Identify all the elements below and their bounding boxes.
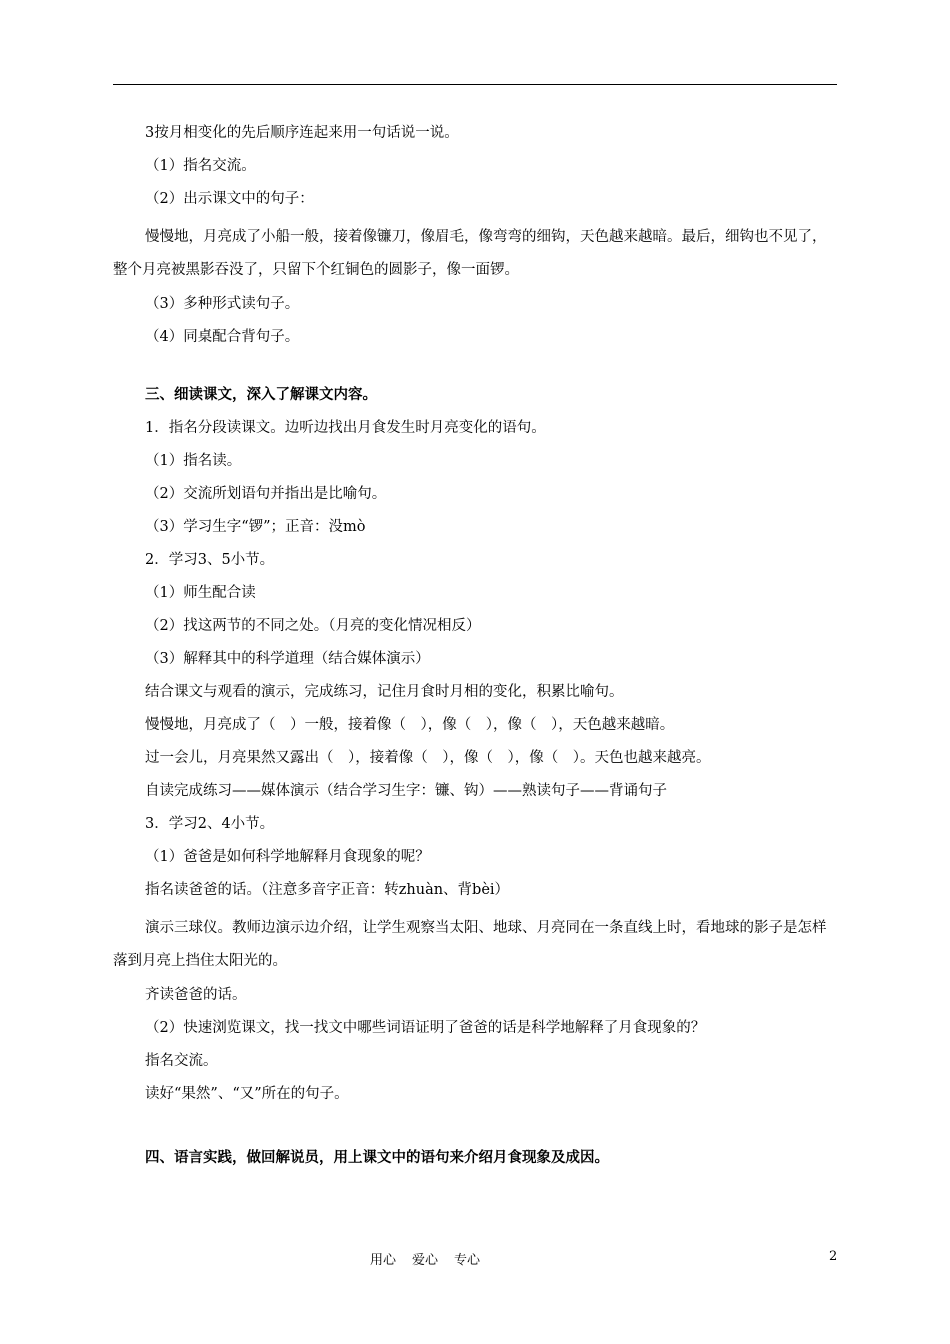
paragraph: （3）多种形式读句子。 bbox=[145, 296, 300, 312]
paragraph: （1）师生配合读 bbox=[145, 585, 256, 601]
paragraph: 自读完成练习——媒体演示（结合学习生字：镰、钩）——熟读句子——背诵句子 bbox=[145, 783, 667, 799]
page-footer bbox=[0, 1249, 950, 1269]
footer-word: 专心 bbox=[454, 1253, 481, 1268]
paragraph: 指名读爸爸的话。（注意多音字正音：转zhuàn、背bèi） bbox=[145, 882, 510, 898]
page-number: 2 bbox=[829, 1249, 838, 1264]
paragraph: （3）解释其中的科学道理（结合媒体演示） bbox=[145, 651, 430, 667]
paragraph: （2）找这两节的不同之处。（月亮的变化情况相反） bbox=[145, 618, 481, 634]
footer-word: 爱心 bbox=[412, 1253, 439, 1268]
paragraph: 读好“果然”、“又”所在的句子。 bbox=[145, 1086, 349, 1102]
section-heading: 三、细读课文，深入了解课文内容。 bbox=[145, 386, 377, 403]
paragraph: 3按月相变化的先后顺序连起来用一句话说一说。 bbox=[145, 125, 459, 141]
paragraph: 1．指名分段读课文。边听边找出月食发生时月亮变化的语句。 bbox=[145, 420, 546, 436]
paragraph: 2．学习3、5小节。 bbox=[145, 552, 275, 568]
footer-word: 用心 bbox=[370, 1253, 397, 1268]
paragraph: 过一会儿，月亮果然又露出（ ），接着像（ ），像（ ），像（ ）。天色也越来越亮。 bbox=[145, 750, 711, 766]
paragraph: （1）指名读。 bbox=[145, 453, 242, 469]
paragraph: （2）交流所划语句并指出是比喻句。 bbox=[145, 486, 387, 502]
paragraph: 齐读爸爸的话。 bbox=[145, 987, 247, 1003]
paragraph: 演示三球仪。教师边演示边介绍，让学生观察当太阳、地球、月亮同在一条直线上时，看地球的影子是怎样落到月亮上挡住太阳光的。 bbox=[113, 920, 827, 969]
document-body bbox=[113, 122, 837, 1180]
paragraph: （1）指名交流。 bbox=[145, 158, 256, 174]
paragraph: 慢慢地，月亮成了小船一般，接着像镰刀，像眉毛，像弯弯的细钩，天色越来越暗。最后，细钩也不见了，整个月亮被黑影吞没了，只留下个红铜色的圆影子，像一面锣。 bbox=[113, 229, 827, 278]
paragraph: 慢慢地，月亮成了（ ）一般，接着像（ ），像（ ），像（ ），天色越来越暗。 bbox=[145, 717, 675, 733]
footer-motto bbox=[370, 1249, 480, 1268]
paragraph: （1）爸爸是如何科学地解释月食现象的呢？ bbox=[145, 849, 430, 865]
section-gap bbox=[113, 359, 837, 384]
paragraph: 指名交流。 bbox=[145, 1053, 218, 1069]
paragraph: （3）学习生字“锣”；正音：没mò bbox=[145, 519, 366, 535]
section-gap bbox=[113, 1116, 837, 1147]
paragraph: 结合课文与观看的演示，完成练习，记住月食时月相的变化，积累比喻句。 bbox=[145, 684, 624, 700]
paragraph: 3．学习2、4小节。 bbox=[145, 816, 275, 832]
paragraph: （2）出示课文中的句子： bbox=[145, 191, 314, 207]
section-heading: 四、语言实践，做回解说员，用上课文中的语句来介绍月食现象及成因。 bbox=[145, 1149, 609, 1166]
header-rule bbox=[113, 84, 837, 85]
paragraph: （4）同桌配合背句子。 bbox=[145, 329, 300, 345]
paragraph: （2）快速浏览课文，找一找文中哪些词语证明了爸爸的话是科学地解释了月食现象的？ bbox=[145, 1020, 706, 1036]
